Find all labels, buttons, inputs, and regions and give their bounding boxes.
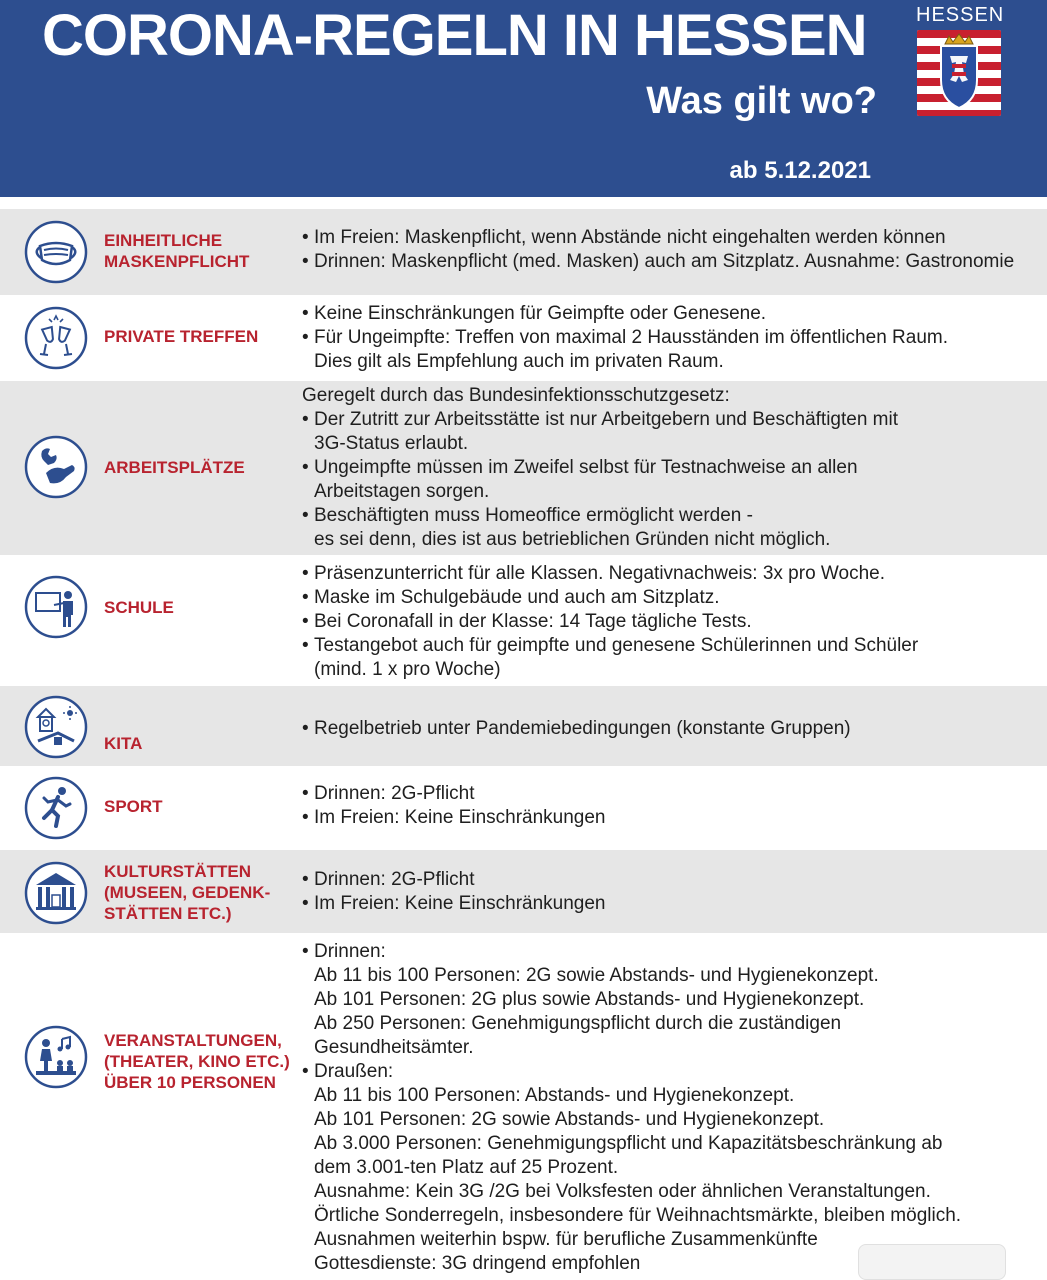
rule-row-sport — [0, 766, 1047, 850]
scroll-indicator[interactable] — [858, 1244, 1006, 1280]
rule-content: • Drinnen: 2G-Pflicht • Im Freien: Keine Einschränkungen — [302, 868, 606, 916]
rule-content: • Drinnen: 2G-Pflicht • Im Freien: Keine Einschränkungen — [302, 782, 606, 830]
rule-content: • Keine Einschränkungen für Geimpfte oder Genesene. • Für Ungeimpfte: Treffen von maximal 2 Hausständen im öffentlichen Raum. Dies gilt als Empfehlung auch im privaten Raum. — [302, 302, 948, 374]
rule-row-kita — [0, 686, 1047, 766]
page-subtitle: Was gilt wo? — [646, 80, 877, 122]
rule-row-veranstaltungen — [0, 933, 1047, 1280]
rule-row-schule — [0, 555, 1047, 686]
rule-label: SCHULE — [104, 598, 174, 617]
rule-content: • Im Freien: Maskenpflicht, wenn Abstände nicht eingehalten werden können • Drinnen: Maskenpflicht (med. Masken) auch am Sitzplatz. Ausnahme: Gastronomie — [302, 226, 1014, 274]
teacher-board-icon — [24, 575, 88, 639]
rule-content: Geregelt durch das Bundesinfektionsschutzgesetz: • Der Zutritt zur Arbeitsstätte ist nur Arbeitgebern und Beschäftigten mit 3G-Status erlaubt. • Ungeimpfte müssen im Zweifel selbst für Testnachweise an allen Arbeitstagen sorgen. • Beschäftigten muss Homeoffice ermöglicht werden - es sei denn, dies ist aus betrieblichen Gründen nicht möglich. — [302, 384, 898, 552]
rule-label: EINHEITLICHE MASKENPFLICHT — [104, 231, 250, 271]
rule-row-maskenpflicht — [0, 209, 1047, 295]
rule-label: KITA — [104, 734, 143, 753]
hessen-coat-of-arms-icon — [917, 30, 1001, 116]
museum-icon — [24, 861, 88, 925]
rule-content: • Regelbetrieb unter Pandemiebedingungen (konstante Gruppen) — [302, 717, 851, 741]
rule-label: PRIVATE TREFFEN — [104, 327, 259, 346]
champagne-glasses-icon — [24, 306, 88, 370]
rule-row-kulturstaetten — [0, 850, 1047, 933]
hessen-logo — [916, 4, 1004, 116]
rule-content: • Drinnen: Ab 11 bis 100 Personen: 2G sowie Abstands- und Hygienekonzept. Ab 101 Personen: 2G plus sowie Abstands- und Hygienekonzept. Ab 250 Personen: Genehmigungspflicht durch die zuständigen Gesundheitsämter. • Draußen: Ab 11 bis 100 Personen: Abstands- und Hygienekonzept. Ab 101 Personen: 2G sowie Abstands- und Hygienekonzept. Ab 3.000 Personen: Genehmigungspflicht und Kapazitätsbeschränkung ab dem 3.001-ten Platz auf 25 Prozent. Ausnahme: Kein 3G /2G bei Volksfesten oder ähnlichen Veranstaltungen. Örtliche Sonderregeln, insbesondere für Weihnachtsmärkte, bleiben möglich. Ausnahmen weiterhin bspw. für berufliche Zusammenkünfte Gottesdienste: 3G dringend empfohlen — [302, 940, 961, 1276]
rule-content: • Präsenzunterricht für alle Klassen. Negativnachweis: 3x pro Woche. • Maske im Schulgebäude und auch am Sitzplatz. • Bei Coronafall in der Klasse: 14 Tage tägliche Tests. • Testangebot auch für geimpfte und genesene Schülerinnen und Schüler (mind. 1 x pro Woche) — [302, 562, 918, 682]
wrench-hand-icon — [24, 435, 88, 499]
rule-label: VERANSTALTUNGEN, (THEATER, KINO ETC.) ÜBER 10 PERSONEN — [104, 1031, 290, 1092]
page-header — [0, 0, 1047, 197]
rule-label: KULTURSTÄTTEN (MUSEEN, GEDENK- STÄTTEN ETC.) — [104, 862, 271, 923]
rule-row-arbeitsplaetze — [0, 381, 1047, 555]
face-mask-icon — [24, 220, 88, 284]
running-person-icon — [24, 776, 88, 840]
rule-label: SPORT — [104, 797, 163, 816]
event-audience-icon — [24, 1025, 88, 1089]
playground-icon — [24, 695, 88, 759]
rule-label: ARBEITSPLÄTZE — [104, 458, 245, 477]
rule-row-private-treffen — [0, 295, 1047, 381]
page-title: CORONA-REGELN IN HESSEN — [42, 3, 867, 68]
effective-date: ab 5.12.2021 — [729, 157, 871, 184]
crest-label: HESSEN — [916, 4, 1005, 26]
